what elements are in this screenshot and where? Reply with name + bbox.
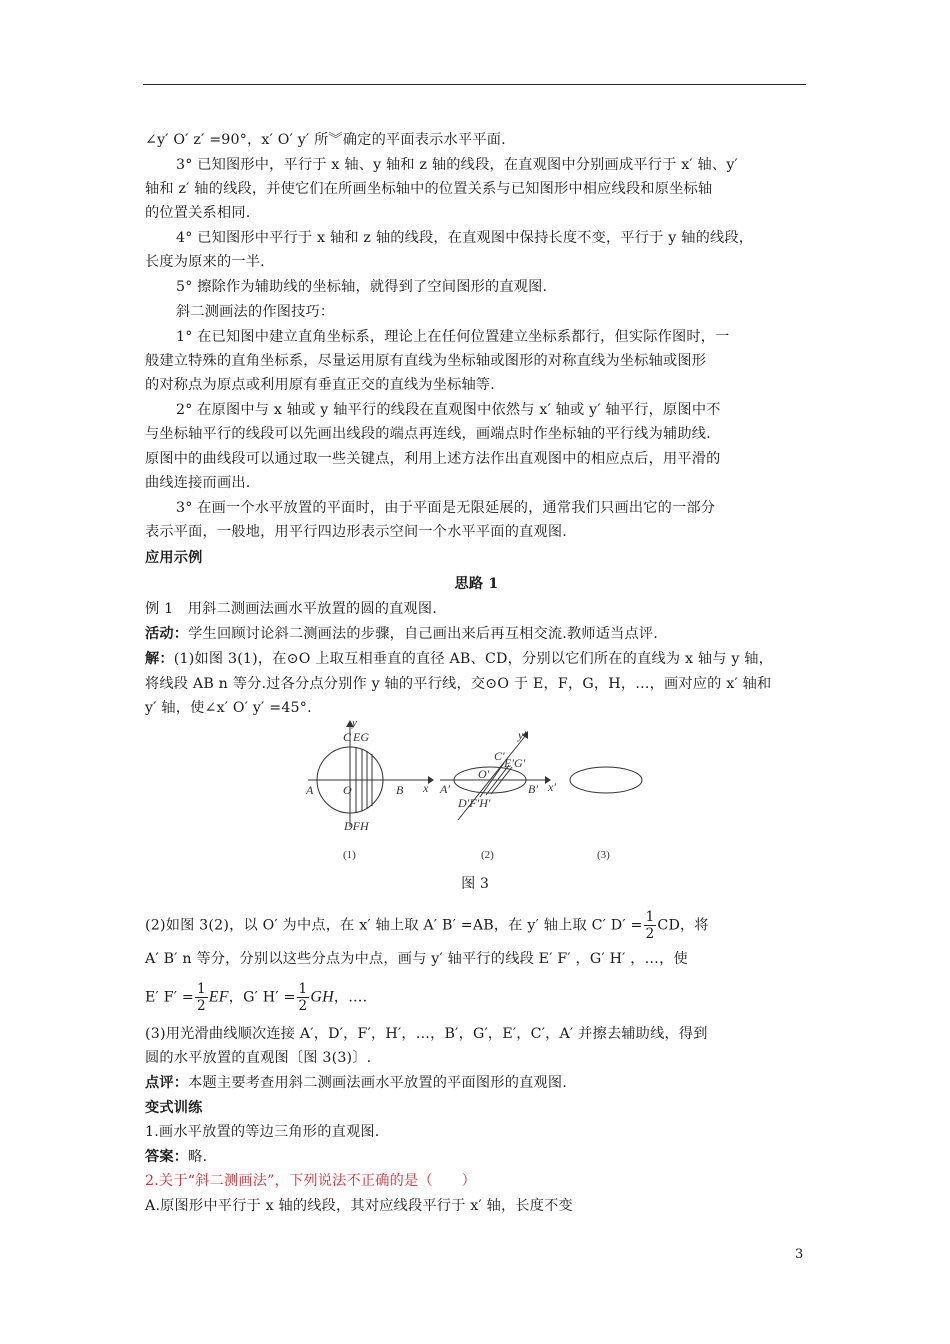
fraction-half — [195, 981, 208, 1014]
text-line: 2° 在原图中与 x 轴或 y 轴平行的线段在直观图中依然与 x′ 轴或 y′ 轴平行，原图中不 — [176, 402, 721, 418]
fig-sub-3: (3) — [597, 849, 610, 861]
fig-label-egp: E′G′ — [504, 756, 526, 770]
text-line: 与坐标轴平行的线段可以先画出线段的端点再连线，画端点时作坐标轴的平行线为辅助线. — [145, 426, 711, 442]
figure-3-1 — [308, 720, 434, 827]
frac-num: 1 — [645, 909, 655, 925]
fig-label-cp: C′ — [494, 749, 505, 763]
solution-text: (1)如图 3(1)，在⊙O 上取互相垂直的直径 AB、CD，分别以它们所在的直线为 x 轴与 y 轴， — [173, 651, 774, 667]
text-line: 1° 在已知图中建立直角坐标系，理论上在任何位置建立坐标系都行，但实际作图时，一 — [176, 329, 730, 345]
step2-text-end: CD，将 — [657, 917, 709, 934]
text-line: 长度为原来的一半. — [145, 254, 265, 270]
text-line: 斜二测画法的作图技巧： — [176, 304, 335, 320]
solution-step-2-line-1 — [145, 909, 808, 942]
frac-den: 2 — [645, 926, 655, 942]
text-line: 表示平面，一般地，用平行四边形表示空间一个水平平面的直观图. — [145, 524, 567, 540]
figure-3-2 — [440, 731, 551, 820]
fig-label-a: A — [306, 783, 314, 797]
fraction-half — [297, 981, 310, 1014]
fig-label-yp: y′ — [518, 728, 526, 742]
text-line: 的对称点为原点或利用原有垂直正交的直线为坐标轴等. — [145, 377, 496, 393]
fig-label-b: B — [396, 783, 404, 797]
fig-label-bp: B′ — [528, 782, 538, 796]
text-line: 5° 擦除作为辅助线的坐标轴，就得到了空间图形的直观图. — [176, 279, 548, 295]
fig-label-y: y — [352, 717, 357, 729]
solution-line — [145, 649, 808, 669]
fig-sub-2: (2) — [481, 849, 494, 861]
text-line: ∠y′ O′ z′ =90°，x′ O′ y′ 所︾确定的平面表示水平平面. — [145, 132, 506, 148]
gh-var: GH — [310, 988, 334, 1006]
text-line: (3)用光滑曲线顺次连接 A′，D′，F′，H′，…，B′，G′，E′，C′，A′ 并擦去辅助线，得到 — [145, 1026, 708, 1042]
step2-text: (2)如图 3(2)，以 O′ 为中点，在 x′ 轴上取 A′ B′ =AB，在 y′ 轴上取 C′ D′ = — [145, 917, 643, 934]
fig-label-o: O — [343, 783, 352, 797]
text-line: 的位置关系相同. — [145, 205, 251, 221]
fig-label-op: O′ — [478, 767, 490, 781]
solution-label: 解： — [145, 651, 174, 667]
section-heading: 变式训练 — [145, 1100, 203, 1116]
figure-caption: 图 3 — [461, 876, 489, 892]
fig-label-x: x — [423, 781, 429, 795]
text-line: A′ B′ n 等分，分别以这些分点为中点，画与 y′ 轴平行的线段 E′ F′ ，G′ H′ ，…，使 — [145, 951, 688, 967]
fig-label-xp: x′ — [548, 780, 556, 794]
activity-line — [145, 624, 808, 644]
fig-label-c: C — [343, 730, 352, 744]
text-line: 3° 已知图形中，平行于 x 轴、y 轴和 z 轴的线段，在直观图中分别画成平行于 x′ 轴、y′ — [176, 157, 738, 173]
frac-den: 2 — [298, 998, 308, 1014]
sub-heading: 思路 1 — [454, 576, 499, 592]
review-line — [145, 1073, 808, 1093]
frac-num: 1 — [196, 981, 206, 997]
review-label: 点评： — [145, 1075, 189, 1091]
ef-text: E′ F′ = — [145, 989, 194, 1006]
text-line: 般建立特殊的直角坐标系，尽量运用原有直线为坐标轴或图形的对称直线为坐标轴或图形 — [145, 353, 707, 369]
ef-var: EF — [208, 988, 229, 1006]
answer-line — [145, 1147, 808, 1167]
answer-label: 答案： — [145, 1149, 189, 1165]
text-line: 将线段 AB n 等分.过各分点分别作 y 轴的平行线，交⊙O 于 E，F，G，H，…，画对应的 x′ 轴和 — [145, 676, 772, 692]
ellipsis-text: ，…. — [333, 989, 368, 1006]
page-number: 3 — [795, 1247, 804, 1262]
text-line: 圆的水平放置的直观图〔图 3(3)〕. — [145, 1050, 372, 1066]
text-line: 4° 已知图形中平行于 x 轴和 z 轴的线段，在直观图中保持长度不变，平行于 y 轴的线段， — [176, 230, 754, 246]
text-line: 轴和 z′ 轴的线段，并使它们在所画坐标轴中的位置关系与已知图形中相应线段和原坐标轴 — [145, 181, 713, 197]
fig-label-dfhp: D′F′H′ — [458, 796, 491, 810]
text-line: y′ 轴，使∠x′ O′ y′ =45°. — [145, 700, 312, 716]
fig-sub-1: (1) — [343, 849, 356, 861]
example-statement: 例 1 用斜二测画法画水平放置的圆的直观图. — [145, 601, 438, 617]
frac-num: 1 — [298, 981, 308, 997]
text-line: 3° 在画一个水平放置的平面时，由于平面是无限延展的，通常我们只画出它的一部分 — [176, 500, 716, 516]
figure-3-3 — [570, 767, 642, 793]
answer-text: 略. — [188, 1149, 208, 1165]
fig-label-dfh: DFH — [344, 819, 369, 833]
section-heading: 应用示例 — [145, 550, 203, 566]
fig-label-eg: EG — [353, 730, 369, 744]
activity-text: 学生回顾讨论斜二测画法的步骤，自己画出来后再互相交流.教师适当点评. — [188, 626, 658, 642]
fig-label-ap: A′ — [440, 782, 450, 796]
activity-label: 活动： — [145, 626, 189, 642]
text-line: 原图中的曲线段可以通过取一些关键点，利用上述方法作出直观图中的相应点后，用平滑的 — [145, 451, 721, 467]
gh-text: ，G′ H′ = — [228, 989, 296, 1006]
header-rule — [143, 84, 806, 85]
fraction-half — [644, 909, 657, 942]
question-2: 2.关于“斜二测画法”，下列说法不正确的是（ ） — [145, 1173, 476, 1189]
frac-den: 2 — [196, 998, 206, 1014]
figure-3 — [300, 715, 660, 865]
review-text: 本题主要考查用斜二测画法画水平放置的平面图形的直观图. — [188, 1075, 567, 1091]
text-line: 曲线连接而画出. — [145, 475, 251, 491]
question-2-option-a: A.原图形中平行于 x 轴的线段，其对应线段平行于 x′ 轴，长度不变 — [145, 1198, 573, 1214]
solution-step-2-line-3 — [145, 981, 808, 1014]
text-line: 1.画水平放置的等边三角形的直观图. — [145, 1124, 380, 1140]
